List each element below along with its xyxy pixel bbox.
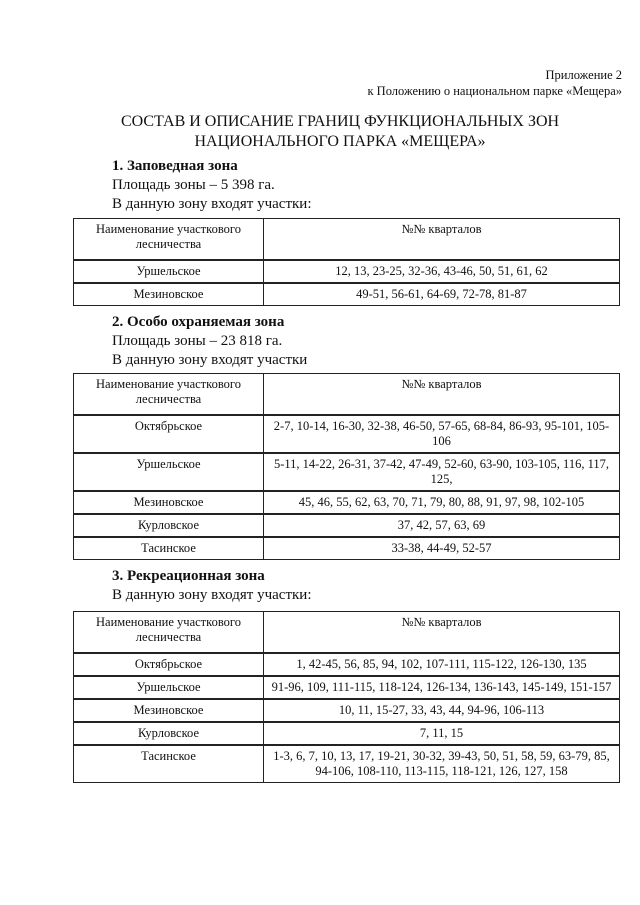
blocks-cell: 5-11, 14-22, 26-31, 37-42, 47-49, 52-60, 63-90, 103-105, 116, 117, 125, <box>264 453 620 491</box>
forestry-name-cell: Октябрьское <box>74 415 264 453</box>
zone-3-intro: В данную зону входят участки: <box>112 587 312 603</box>
zone-3-section <box>112 567 311 605</box>
zone-3-heading: 3. Рекреационная зона <box>112 568 265 584</box>
column-header-blocks: №№ кварталов <box>264 374 620 416</box>
blocks-cell: 49-51, 56-61, 64-69, 72-78, 81-87 <box>264 283 620 306</box>
column-header-blocks: №№ кварталов <box>264 612 620 654</box>
appendix-number: Приложение 2 <box>545 68 622 82</box>
blocks-cell: 33-38, 44-49, 52-57 <box>264 537 620 560</box>
zone-2-heading: 2. Особо охраняемая зона <box>112 314 285 330</box>
table-row <box>74 260 620 283</box>
table-row <box>74 676 620 699</box>
forestry-name-cell: Тасинское <box>74 745 264 783</box>
zone-2-table <box>73 373 620 560</box>
blocks-cell: 2-7, 10-14, 16-30, 32-38, 46-50, 57-65, 68-84, 86-93, 95-101, 105-106 <box>264 415 620 453</box>
zone-2-intro: В данную зону входят участки <box>112 352 308 368</box>
column-header-blocks: №№ кварталов <box>264 219 620 261</box>
forestry-name-cell: Уршельское <box>74 453 264 491</box>
forestry-name-cell: Уршельское <box>74 676 264 699</box>
column-header-forestry: Наименование участкового лесничества <box>74 374 264 416</box>
blocks-cell: 1, 42-45, 56, 85, 94, 102, 107-111, 115-122, 126-130, 135 <box>264 653 620 676</box>
zone-3-table <box>73 611 620 783</box>
table-row <box>74 283 620 306</box>
table-header-row <box>74 612 620 654</box>
blocks-cell: 12, 13, 23-25, 32-36, 43-46, 50, 51, 61, 62 <box>264 260 620 283</box>
forestry-name-cell: Мезиновское <box>74 699 264 722</box>
forestry-name-cell: Курловское <box>74 514 264 537</box>
zone-1-table <box>73 218 620 306</box>
table-row <box>74 453 620 491</box>
table-row <box>74 415 620 453</box>
column-header-forestry: Наименование участкового лесничества <box>74 219 264 261</box>
table-row <box>74 699 620 722</box>
blocks-cell: 37, 42, 57, 63, 69 <box>264 514 620 537</box>
table-header-row <box>74 374 620 416</box>
document-title-line-1: СОСТАВ И ОПИСАНИЕ ГРАНИЦ ФУНКЦИОНАЛЬНЫХ ЗОН <box>120 113 560 130</box>
forestry-name-cell: Курловское <box>74 722 264 745</box>
zone-1-heading: 1. Заповедная зона <box>112 158 238 174</box>
forestry-name-cell: Уршельское <box>74 260 264 283</box>
table-row <box>74 491 620 514</box>
blocks-cell: 7, 11, 15 <box>264 722 620 745</box>
forestry-name-cell: Мезиновское <box>74 491 264 514</box>
forestry-name-cell: Тасинское <box>74 537 264 560</box>
forestry-name-cell: Мезиновское <box>74 283 264 306</box>
table-row <box>74 745 620 783</box>
forestry-name-cell: Октябрьское <box>74 653 264 676</box>
table-row <box>74 653 620 676</box>
table-header-row <box>74 219 620 261</box>
zone-2-area: Площадь зоны – 23 818 га. <box>112 333 283 349</box>
zone-1-area: Площадь зоны – 5 398 га. <box>112 177 275 193</box>
table-row <box>74 722 620 745</box>
blocks-cell: 91-96, 109, 111-115, 118-124, 126-134, 136-143, 145-149, 151-157 <box>264 676 620 699</box>
blocks-cell: 1-3, 6, 7, 10, 13, 17, 19-21, 30-32, 39-43, 50, 51, 58, 59, 63-79, 85, 94-106, 108-110, 113-115, 118-121, 126, 127, 158 <box>264 745 620 783</box>
document-title <box>40 112 640 152</box>
column-header-forestry: Наименование участкового лесничества <box>74 612 264 654</box>
table-row <box>74 537 620 560</box>
zone-1-intro: В данную зону входят участки: <box>112 196 312 212</box>
appendix-note <box>367 67 622 99</box>
zone-2-section <box>112 313 307 370</box>
appendix-reference: к Положению о национальном парке «Мещера» <box>367 84 622 98</box>
blocks-cell: 10, 11, 15-27, 33, 43, 44, 94-96, 106-113 <box>264 699 620 722</box>
table-row <box>74 514 620 537</box>
zone-1-section <box>112 157 311 214</box>
document-title-line-2: НАЦИОНАЛЬНОГО ПАРКА «МЕЩЕРА» <box>194 133 486 150</box>
blocks-cell: 45, 46, 55, 62, 63, 70, 71, 79, 80, 88, 91, 97, 98, 102-105 <box>264 491 620 514</box>
